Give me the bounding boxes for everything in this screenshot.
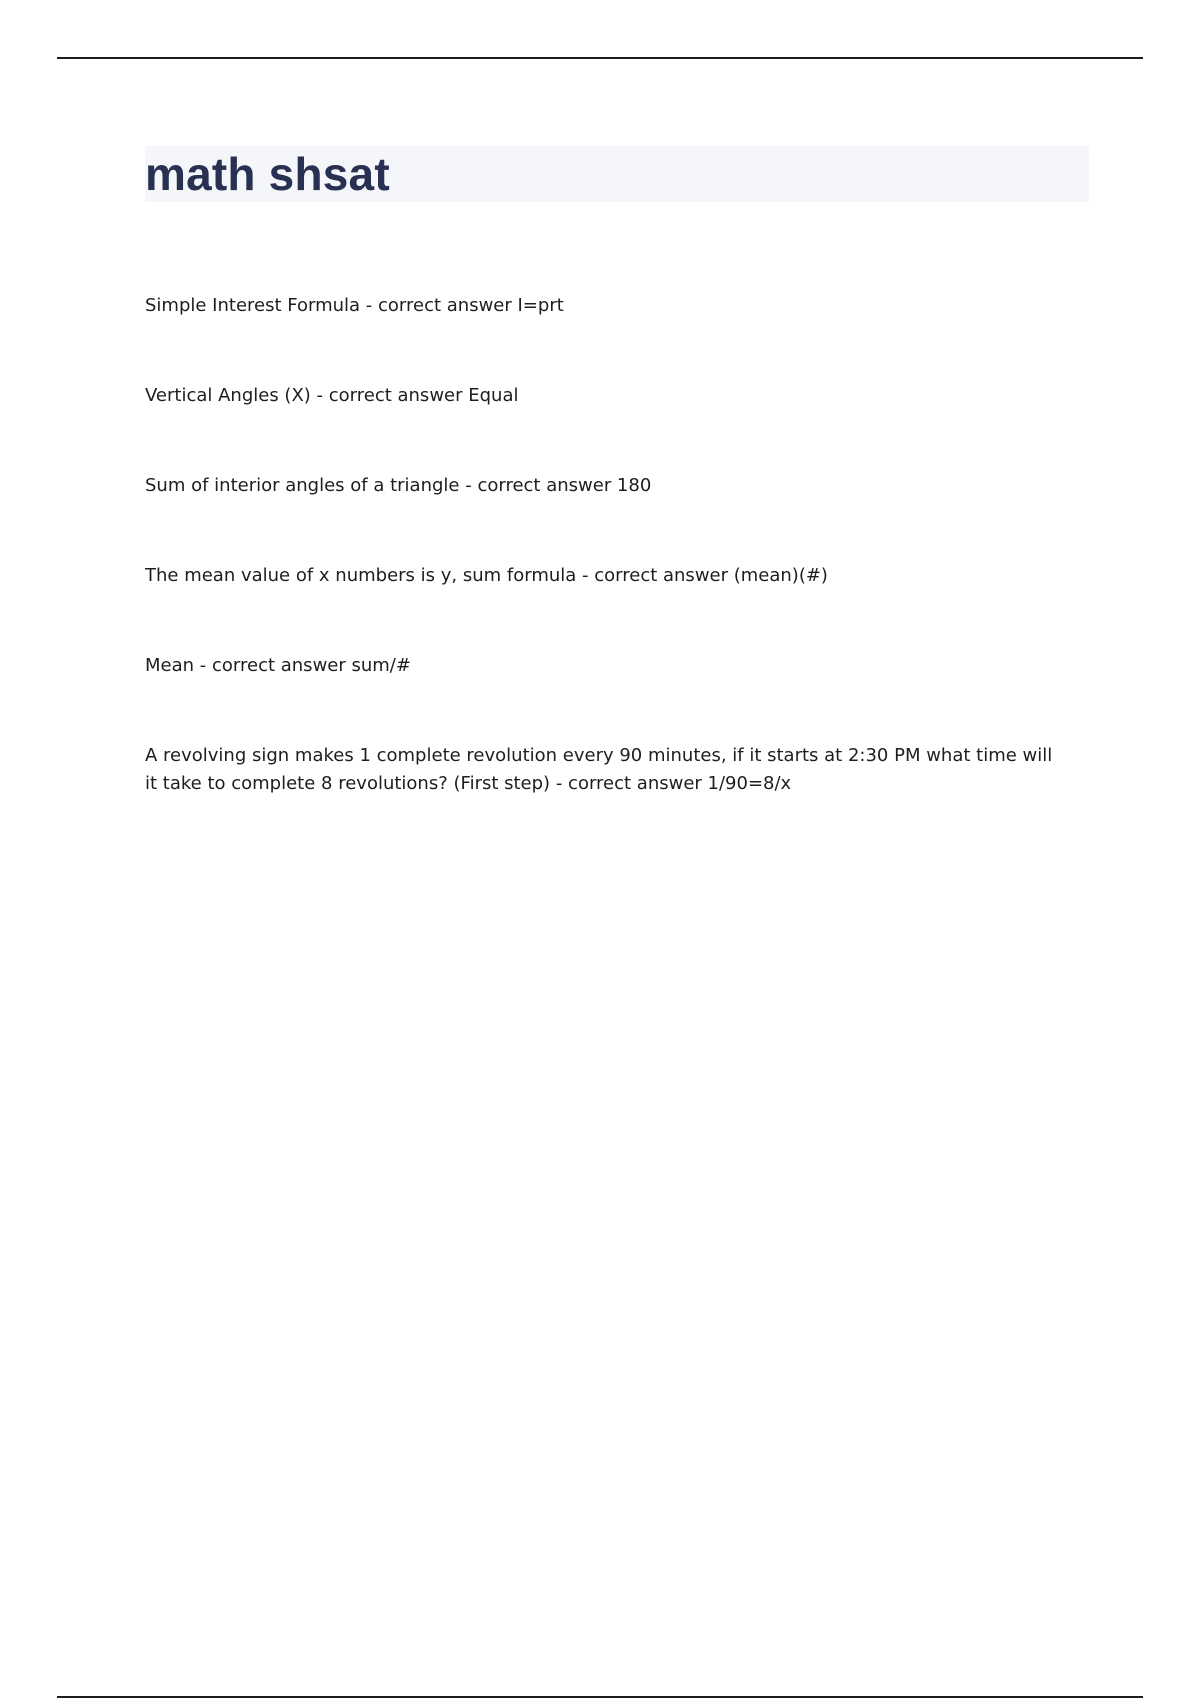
qa-item bbox=[145, 652, 1065, 680]
qa-separator: - bbox=[310, 385, 329, 406]
qa-item bbox=[145, 742, 1065, 798]
qa-term: The mean value of x numbers is y, sum formula bbox=[145, 565, 577, 586]
page-title: math shsat bbox=[145, 148, 390, 200]
qa-item bbox=[145, 472, 1065, 500]
qa-answer: correct answer Equal bbox=[328, 385, 519, 406]
qa-item bbox=[145, 292, 1065, 320]
qa-separator: - bbox=[459, 475, 478, 496]
qa-term: Vertical Angles (X) bbox=[145, 385, 311, 406]
qa-item bbox=[145, 562, 1065, 590]
qa-separator: - bbox=[576, 565, 595, 586]
qa-answer: correct answer sum/# bbox=[212, 655, 411, 676]
qa-answer: correct answer 1/90=8/x bbox=[568, 773, 792, 794]
qa-separator: - bbox=[550, 773, 569, 794]
qa-term: Simple Interest Formula bbox=[145, 295, 361, 316]
qa-answer: correct answer (mean)(#) bbox=[594, 565, 828, 586]
qa-term: A revolving sign makes 1 complete revolution every 90 minutes, if it starts at 2:30 PM what time will it take to complete 8 revolutions? (First step) bbox=[145, 745, 1053, 794]
qa-list bbox=[145, 292, 1065, 860]
qa-term: Sum of interior angles of a triangle bbox=[145, 475, 460, 496]
qa-answer: correct answer I=prt bbox=[378, 295, 564, 316]
bottom-rule bbox=[57, 1696, 1143, 1698]
qa-term: Mean bbox=[145, 655, 195, 676]
qa-answer: correct answer 180 bbox=[477, 475, 652, 496]
qa-separator: - bbox=[360, 295, 379, 316]
qa-separator: - bbox=[194, 655, 212, 676]
top-rule bbox=[57, 57, 1143, 59]
qa-item bbox=[145, 382, 1065, 410]
